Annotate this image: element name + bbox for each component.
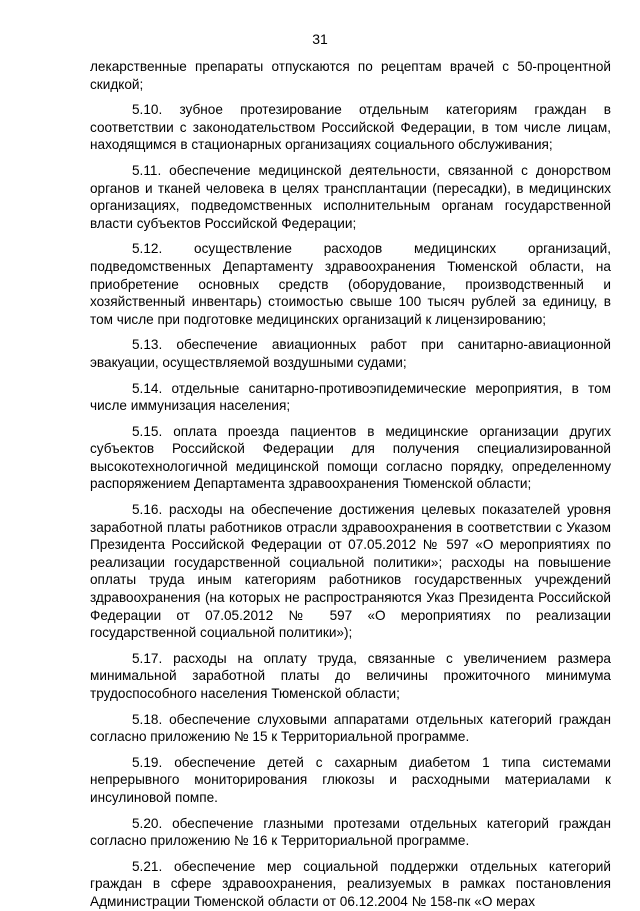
paragraph-5-19: 5.19. обеспечение детей с сахарным диабетом 1 типа системами непрерывного мониторирования глюкозы и расходными материалами к инсулиновой помпе. — [90, 754, 611, 805]
paragraph-continuation: лекарственные препараты отпускаются по рецептам врачей с 50-процентной скидкой; — [90, 59, 611, 92]
paragraph-5-18: 5.18. обеспечение слуховыми аппаратами отдельных категорий граждан согласно приложению № 15 к Территориальной программе. — [90, 711, 611, 745]
paragraph-5-15: 5.15. оплата проезда пациентов в медицинские организации других субъектов Российской Федерации для получения специализированной высокотехнологичной медицинской помощи согласно порядку, определенному распоряжением Департамента здравоохранения Тюменской области; — [90, 423, 611, 492]
paragraph-5-21: 5.21. обеспечение мер социальной поддержки отдельных категорий граждан в сфере здравоохранения, реализуемых в рамках постановления Администрации Тюменской области от 06.12.2004 № 158-пк «О мерах — [90, 858, 611, 909]
paragraph-5-13: 5.13. обеспечение авиационных работ при санитарно-авиационной эвакуации, осуществляемой воздушными судами; — [90, 337, 611, 370]
paragraph-5-20: 5.20. обеспечение глазными протезами отдельных категорий граждан согласно приложению № 16 к Территориальной программе. — [90, 815, 611, 849]
paragraph-5-17: 5.17. расходы на оплату труда, связанные с увеличением размера минимальной заработной платы до величины прожиточного минимума трудоспособного населения Тюменской области; — [90, 650, 611, 701]
paragraph-5-11: 5.11. обеспечение медицинской деятельности, связанной с донорством органов и тканей человека в целях трансплантации (пересадки), в медицинских организациях, подведомственных исполнительным органам государственной власти субъектов Российской Федерации; — [90, 162, 611, 231]
paragraph-5-14: 5.14. отдельные санитарно-противоэпидемические мероприятия, в том числе иммунизация населения; — [90, 380, 611, 414]
paragraph-5-10: 5.10. зубное протезирование отдельным категориям граждан в соответствии с законодательством Российской Федерации, в том числе лицам, находящимся в стационарных организациях социального обслуживания; — [90, 102, 611, 153]
paragraph-5-16: 5.16. расходы на обеспечение достижения целевых показателей уровня заработной платы работников отрасли здравоохранения в соответствии с Указом Президента Российской Федерации от 07.05.2012 № 597 «О мероприятиях по реализации государственной социальной политики»; расходы на повышение оплаты труда иным категориям работников государственных учреждений здравоохранения (на которых не распространяются Указ Президента Российской Федерации от 07.05.2012 № 597 «О мероприятиях по реализации государственной социальной политики»); — [90, 502, 611, 641]
page-number: 31 — [312, 31, 328, 47]
document-body — [90, 58, 611, 911]
paragraph-5-12: 5.12. осуществление расходов медицинских организаций, подведомственных Департаменту здравоохранения Тюменской области, на приобретение основных средств (оборудование, производственный и хозяйственный инвентарь) стоимостью свыше 100 тысяч рублей за единицу, в том числе при подготовке медицинских организаций к лицензированию; — [90, 241, 611, 327]
